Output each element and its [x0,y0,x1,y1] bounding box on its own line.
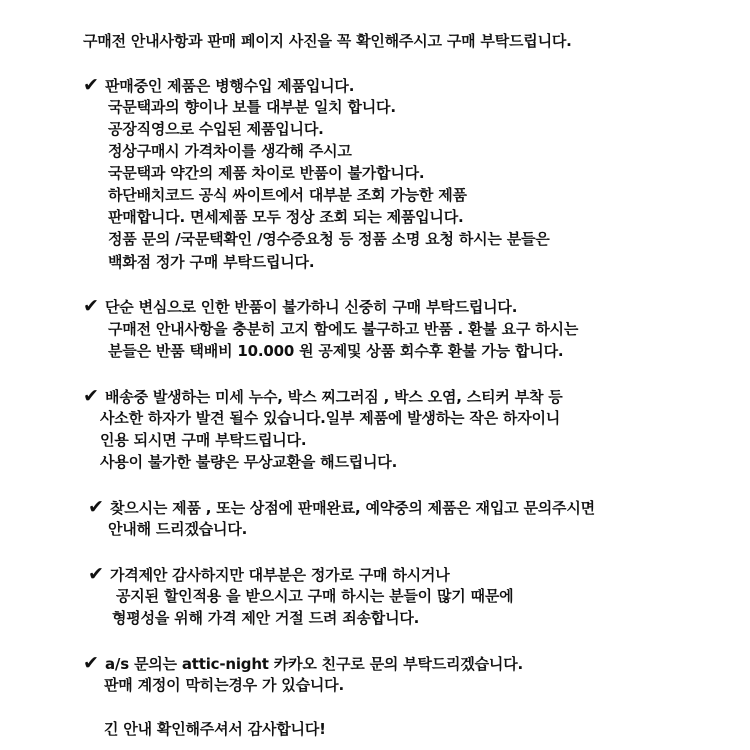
section3-line: 인용 되시면 구매 부탁드립니다. [100,431,307,449]
section1-line: 국문택과의 향이나 보틀 대부분 일치 합니다. [108,98,396,116]
section1-line: 판매중인 제품은 병행수입 제품입니다. [105,77,355,95]
check-mark-icon: ✔ [83,652,99,674]
section2-first-line [83,295,517,317]
check-mark-icon: ✔ [83,385,99,407]
section3-line: 배송중 발생하는 미세 누수, 박스 찌그러짐 , 박스 오염, 스티커 부착 등 [105,388,563,406]
section2-line: 분들은 반품 택배비 10.000 원 공제및 상품 회수후 환불 가능 합니다. [108,342,564,360]
section3-line: 사용이 불가한 불량은 무상교환을 해드립니다. [100,453,398,471]
section5-line: 형평성을 위해 가격 제안 거절 드려 죄송합니다. [112,609,420,627]
section6-first-line [83,652,523,674]
section1-line: 하단배치코드 공식 싸이트에서 대부분 조회 가능한 제품 [108,186,467,204]
notice-intro: 구매전 안내사항과 판매 페이지 사진을 꼭 확인해주시고 구매 부탁드립니다. [83,32,572,50]
section1-line: 정상구매시 가격차이를 생각해 주시고 [108,142,352,160]
section3-first-line [83,385,563,407]
section6-line: a/s 문의는 attic-night 카카오 친구로 문의 부탁드리겠습니다. [105,655,524,673]
section5-first-line [88,563,450,585]
section1-line: 판매합니다. 면세제품 모두 정상 조회 되는 제품입니다. [108,208,464,226]
check-mark-icon: ✔ [88,563,104,585]
notice-closing: 긴 안내 확인해주셔서 감사합니다! [104,720,326,738]
check-mark-icon: ✔ [83,295,99,317]
section6-line: 판매 계정이 막히는경우 가 있습니다. [104,676,344,694]
section2-line: 단순 변심으로 인한 반품이 불가하니 신중히 구매 부탁드립니다. [105,298,518,316]
section3-line: 사소한 하자가 발견 될수 있습니다.일부 제품에 발생하는 작은 하자이니 [100,409,561,427]
section1-line: 공장직영으로 수입된 제품입니다. [108,120,324,138]
section4-line: 안내해 드리겠습니다. [108,520,248,538]
section5-line: 공지된 할인적용 을 받으시고 구매 하시는 분들이 많기 때문에 [116,587,514,605]
section1-first-line [83,74,354,96]
section4-first-line [88,496,595,518]
section4-line: 찾으시는 제품 , 또는 상점에 판매완료, 예약중의 제품은 재입고 문의주시면 [110,499,595,517]
section1-line: 백화점 정가 구매 부탁드립니다. [108,253,315,271]
section2-line: 구매전 안내사항을 충분히 고지 함에도 불구하고 반품 . 환불 요구 하시는 [108,320,579,338]
section1-line: 국문택과 약간의 제품 차이로 반품이 불가합니다. [108,164,425,182]
check-mark-icon: ✔ [88,496,104,518]
section5-line: 가격제안 감사하지만 대부분은 정가로 구매 하시거나 [110,566,450,584]
section1-line: 정품 문의 /국문택확인 /영수증요청 등 정품 소명 요청 하시는 분들은 [108,230,550,248]
check-mark-icon: ✔ [83,74,99,96]
